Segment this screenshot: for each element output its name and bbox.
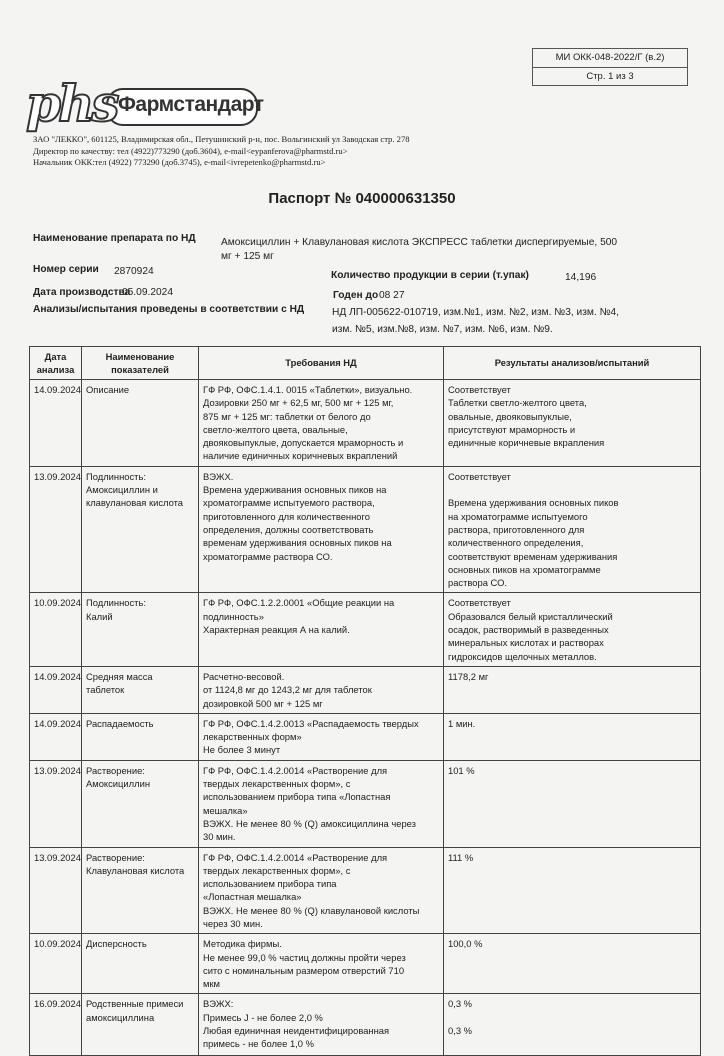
indicator-text: Описание [86, 384, 130, 395]
requirements-text: ГФ РФ, ОФС.1.2.2.0001 «Общие реакции на подлинность» Характерная реакция А на калий. [203, 597, 395, 636]
standard-doc-line1: НД ЛП-005622-010719, изм.№1, изм. №2, изм. №3, изм. №4, [332, 307, 619, 318]
result-text: 1 мин. [448, 717, 476, 729]
table-row [30, 380, 701, 467]
series-value: 2870924 [114, 266, 154, 277]
requirements-text: ВЭЖХ: Примесь J - не более 2,0 % Любая единичная неидентифицированная примесь - не более 1,0 % [203, 998, 390, 1050]
cell-requirements [199, 994, 444, 1056]
cell-requirements [199, 593, 444, 666]
cell-result [444, 593, 701, 666]
quantity-value: 14,196 [565, 272, 597, 283]
cell-result [444, 847, 701, 934]
cell-result [444, 760, 701, 847]
requirements-text: ГФ РФ, ОФС.1.4.1. 0015 «Таблетки», визуально. Дозировки 250 мг + 62,5 мг, 500 мг + 125 мг, 875 мг + 125 мг: таблетки от белого до светло-желтого цвета, овальные, двояковыпуклые, допускается мраморность и наличие единичных коричневых вкраплений [203, 384, 413, 462]
series-label: Номер серии [33, 264, 99, 275]
cell-result [444, 380, 701, 467]
document-code-box [532, 48, 688, 86]
result-text: 101 % [448, 764, 475, 776]
indicator-text: Распадаемость [86, 717, 154, 729]
logo-name: Фармстандарт [118, 93, 264, 116]
cell-indicator [82, 380, 199, 467]
cell-result [444, 466, 701, 593]
cell-indicator [82, 994, 199, 1056]
header-requirements: Требования НД [199, 347, 444, 380]
header-date: Дата анализа [30, 347, 82, 380]
standard-doc-line2: изм. №5, изм.№8, изм. №7, изм. №6, изм. №9. [332, 324, 553, 335]
cell-requirements [199, 760, 444, 847]
cell-requirements [199, 380, 444, 467]
page-title: Паспорт № 040000631350 [268, 190, 456, 207]
company-info [33, 134, 410, 169]
requirements-text: ГФ РФ, ОФС.1.4.2.0014 «Растворение для твердых лекарственных форм», с использованием прибора типа «Лопастная мешалка» ВЭЖХ. Не менее 80 % (Q) клавулановой кислоты через 30 мин. [203, 851, 420, 929]
cell-indicator [82, 713, 199, 760]
cell-indicator [82, 760, 199, 847]
requirements-text: ГФ РФ, ОФС.1.4.2.0014 «Растворение для твердых лекарственных форм», с использованием прибора типа «Лопастная мешалка» ВЭЖХ. Не менее 80 % (Q) амоксициллина через 30 мин. [203, 764, 416, 843]
quality-director-contact: Директор по качеству: тел (4922)773290 (доб.3604), e-mail<eypanferova@pharmstd.ru> [33, 145, 348, 156]
company-address: ЗАО "ЛЕККО", 601125, Владимирская обл., Петушинский р-н, пос. Вольгинский ул Заводская стр. 278 [33, 134, 410, 144]
cell-requirements [199, 666, 444, 713]
table-row [30, 713, 701, 760]
analysis-table [29, 346, 701, 1056]
header-results: Результаты анализов/испытаний [444, 347, 701, 380]
indicator-text: Средняя масса таблеток [86, 670, 153, 696]
cell-indicator [82, 466, 199, 593]
indicator-text: Родственные примеси амоксициллина [86, 998, 184, 1023]
table-header-row [30, 347, 701, 380]
valid-until-value: 08 27 [379, 290, 405, 301]
cell-date: 14.09.2024 [30, 713, 82, 760]
drug-name-value-line1: Амоксициллин + Клавулановая кислота ЭКСПРЕСС таблетки диспергируемые, 500 [221, 237, 618, 248]
quantity-label: Количество продукции в серии (т.упак) [331, 270, 529, 281]
indicator-text: Дисперсность [86, 938, 147, 950]
table-row [30, 760, 701, 847]
table-row [30, 666, 701, 713]
cell-date: 10.09.2024 [30, 593, 82, 666]
cell-date: 13.09.2024 [30, 760, 82, 847]
drug-name-label: Наименование препарата по НД [33, 233, 196, 244]
result-text: 0,3 % 0,3 % [448, 998, 472, 1037]
header-indicator: Наименование показателей [82, 347, 199, 380]
cell-date: 14.09.2024 [30, 666, 82, 713]
cell-date: 14.09.2024 [30, 380, 82, 467]
result-text: 111 % [448, 851, 474, 863]
table-row [30, 593, 701, 666]
table-row [30, 847, 701, 934]
page-number: Стр. 1 из 3 [586, 71, 634, 82]
cell-requirements [199, 934, 444, 994]
requirements-text: ГФ РФ, ОФС.1.4.2.0013 «Распадаемость твердых лекарственных форм» Не более 3 минут [203, 717, 419, 756]
result-text: 100,0 % [448, 938, 483, 950]
table-row [30, 934, 701, 994]
qc-head-contact: Начальник ОКК:тел (4922) 773290 (доб.3745), e-mail<ivrepetenko@pharmstd.ru> [33, 157, 326, 167]
table-row [30, 994, 701, 1056]
cell-date: 13.09.2024 [30, 847, 82, 934]
result-text: 1178,2 мг [448, 670, 489, 682]
production-date-value: 05.09.2024 [122, 287, 173, 298]
cell-indicator [82, 847, 199, 934]
cell-requirements [199, 847, 444, 934]
requirements-text: ВЭЖХ. Времена удерживания основных пиков на хроматограмме испытуемого раствора, приготовленного для количественного определения, должны соответствовать временам удерживания основных пиков на хроматограмме раствора СО. [203, 470, 392, 562]
cell-indicator [82, 934, 199, 994]
requirements-text: Расчетно-весовой. от 1124,8 мг до 1243,2 мг для таблеток дозировкой 500 мг + 125 мг [203, 670, 372, 709]
indicator-text: Растворение: Амоксициллин [86, 764, 151, 790]
production-date-label: Дата производства [33, 287, 131, 298]
result-text: Соответствует Таблетки светло-желтого цвета, овальные, двояковыпуклые, присутствуют мраморность и единичные коричневые вкрапления [448, 384, 605, 449]
cell-requirements [199, 466, 444, 593]
indicator-text: Подлинность: Калий [86, 597, 146, 622]
cell-indicator [82, 666, 199, 713]
cell-result [444, 934, 701, 994]
document-code: МИ ОКК-048-2022/Г (в.2) [533, 49, 687, 68]
company-logo [26, 74, 264, 133]
cell-date: 10.09.2024 [30, 934, 82, 994]
cell-result [444, 713, 701, 760]
indicator-text: Подлинность: Амоксициллин и клавулановая кислота [86, 470, 184, 509]
requirements-text: Методика фирмы. Не менее 99,0 % частиц должны пройти через сито с номинальным размером отверстий 710 мкм [203, 938, 406, 990]
cell-date: 16.09.2024 [30, 994, 82, 1056]
table-row [30, 466, 701, 593]
result-text: Соответствует Образовался белый кристаллический осадок, растворимый в разведенных минеральных кислотах и растворах гидроксидов щелочных металлов. [448, 597, 613, 662]
drug-name-value-line2: мг + 125 мг [221, 251, 274, 262]
result-text: Соответствует Времена удерживания основных пиков на хроматограмме испытуемого раствора, приготовленного для количественного определения, соответствуют временам удерживания основных пиков на хроматограмме раствора СО. [448, 470, 619, 589]
analysis-standard-label: Анализы/испытания проведены в соответствии с НД [33, 304, 305, 315]
logo-mark: phs [26, 74, 117, 133]
cell-result [444, 666, 701, 713]
cell-indicator [82, 593, 199, 666]
valid-until-label: Годен до [333, 290, 379, 301]
indicator-text: Растворение: Клавулановая кислота [86, 851, 185, 876]
cell-date: 13.09.2024 [30, 466, 82, 593]
cell-result [444, 994, 701, 1056]
cell-requirements [199, 713, 444, 760]
